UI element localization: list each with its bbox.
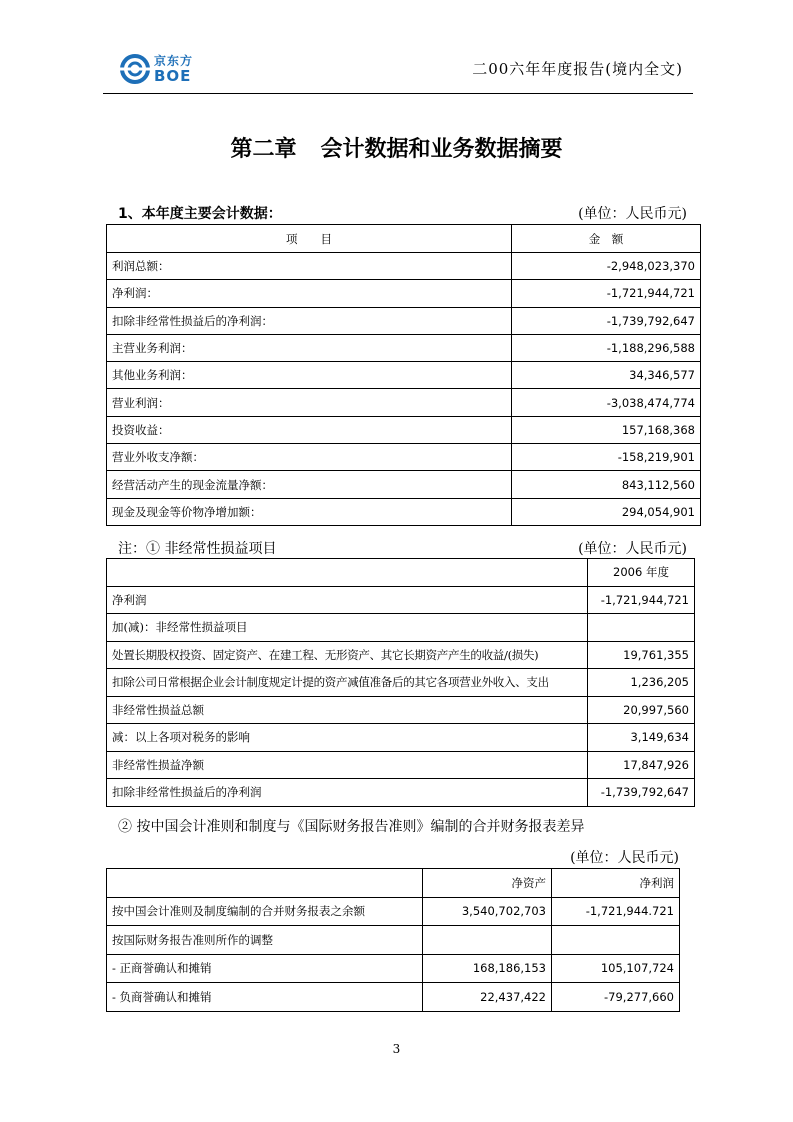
- table-row: [107, 444, 701, 471]
- col-header-net-assets: 净资产: [423, 869, 552, 898]
- main-accounting-data-table: [106, 224, 701, 526]
- table-row: [107, 253, 701, 280]
- logo-text-en: BOE: [154, 67, 192, 85]
- table-row: [107, 779, 695, 807]
- row-net-profit: -1,721,944.721: [552, 897, 680, 926]
- col-header-blank: [107, 559, 588, 587]
- row-label: 净利润：: [107, 280, 512, 307]
- col-header-blank: [107, 869, 423, 898]
- row-label: - 正商誉确认和摊销: [107, 954, 423, 983]
- table-row: [107, 586, 695, 614]
- table-row: [107, 498, 701, 525]
- row-value: -1,721,944,721: [512, 280, 701, 307]
- table-row: [107, 614, 695, 642]
- table-row: [107, 897, 680, 926]
- row-label: 处置长期股权投资、固定资产、在建工程、无形资产、其它长期资产产生的收益/(损失): [107, 641, 588, 669]
- row-value: -1,739,792,647: [588, 779, 695, 807]
- row-net-assets: [423, 926, 552, 955]
- row-label: 营业利润：: [107, 389, 512, 416]
- chapter-number: 第二章: [230, 137, 297, 162]
- row-label: 扣除非经常性损益后的净利润：: [107, 307, 512, 334]
- row-label: - 负商誉确认和摊销: [107, 983, 423, 1012]
- row-label: 利润总额：: [107, 253, 512, 280]
- table-row: [107, 307, 701, 334]
- row-label: 按国际财务报告准则所作的调整: [107, 926, 423, 955]
- header-divider: [103, 93, 693, 94]
- row-value: -3,038,474,774: [512, 389, 701, 416]
- row-value: 294,054,901: [512, 498, 701, 525]
- col-header-amount: 金 额: [512, 225, 701, 253]
- row-label: 主营业务利润：: [107, 334, 512, 361]
- row-net-assets: 168,186,153: [423, 954, 552, 983]
- note2-heading: ② 按中国会计准则和制度与《国际财务报告准则》编制的合并财务报表差异: [118, 819, 585, 835]
- row-net-profit: [552, 926, 680, 955]
- row-label: 非经常性损益总额: [107, 696, 588, 724]
- note1-heading: 注：① 非经常性损益项目: [118, 541, 277, 557]
- row-value: 843,112,560: [512, 471, 701, 498]
- row-value: -2,948,023,370: [512, 253, 701, 280]
- non-recurring-items-table: [106, 558, 695, 807]
- table-header-row: [107, 869, 680, 898]
- table-row: [107, 954, 680, 983]
- table-row: [107, 926, 680, 955]
- table-row: [107, 724, 695, 752]
- col-header-year: 2006 年度: [588, 559, 695, 587]
- table-row: [107, 334, 701, 361]
- row-value: -1,188,296,588: [512, 334, 701, 361]
- table-row: [107, 280, 701, 307]
- row-value: 17,847,926: [588, 751, 695, 779]
- row-value: 157,168,368: [512, 416, 701, 443]
- gaap-ifrs-difference-table: [106, 868, 680, 1012]
- logo-text-cn: 京东方: [154, 54, 194, 68]
- row-value: 19,761,355: [588, 641, 695, 669]
- report-title: 二00六年年度报告(境内全文): [472, 60, 683, 78]
- table-row: [107, 471, 701, 498]
- row-label: 现金及现金等价物净增加额：: [107, 498, 512, 525]
- row-value: 1,236,205: [588, 669, 695, 697]
- note2-unit: (单位：人民币元): [570, 850, 679, 866]
- row-value: 20,997,560: [588, 696, 695, 724]
- boe-logo-icon: [120, 54, 150, 84]
- row-label: 减：以上各项对税务的影响: [107, 724, 588, 752]
- row-label: 营业外收支净额：: [107, 444, 512, 471]
- table-row: [107, 641, 695, 669]
- row-label: 投资收益：: [107, 416, 512, 443]
- row-value: -158,219,901: [512, 444, 701, 471]
- row-label: 按中国会计准则及制度编制的合并财务报表之余额: [107, 897, 423, 926]
- row-value: -1,739,792,647: [512, 307, 701, 334]
- row-net-profit: -79,277,660: [552, 983, 680, 1012]
- col-header-item: 项 目: [107, 225, 512, 253]
- row-label: 其他业务利润：: [107, 362, 512, 389]
- note1-unit: (单位：人民币元): [578, 541, 687, 557]
- row-value: 3,149,634: [588, 724, 695, 752]
- col-header-net-profit: 净利润: [552, 869, 680, 898]
- chapter-heading: [0, 132, 793, 163]
- table-header-row: [107, 225, 701, 253]
- company-logo: [120, 50, 200, 90]
- row-value: -1,721,944,721: [588, 586, 695, 614]
- row-label: 净利润: [107, 586, 588, 614]
- row-label: 非经常性损益净额: [107, 751, 588, 779]
- row-label: 扣除非经常性损益后的净利润: [107, 779, 588, 807]
- table-row: [107, 416, 701, 443]
- chapter-title: 会计数据和业务数据摘要: [320, 137, 563, 162]
- table-row: [107, 751, 695, 779]
- table-row: [107, 362, 701, 389]
- table-header-row: [107, 559, 695, 587]
- row-net-assets: 3,540,702,703: [423, 897, 552, 926]
- page-number: 3: [392, 1042, 401, 1056]
- section1-unit: (单位：人民币元): [578, 206, 687, 222]
- row-value: 34,346,577: [512, 362, 701, 389]
- table-row: [107, 389, 701, 416]
- table-row: [107, 669, 695, 697]
- row-net-profit: 105,107,724: [552, 954, 680, 983]
- section1-heading: 1、本年度主要会计数据：: [118, 206, 282, 222]
- table-row: [107, 983, 680, 1012]
- row-net-assets: 22,437,422: [423, 983, 552, 1012]
- row-label: 扣除公司日常根据企业会计制度规定计提的资产减值准备后的其它各项营业外收入、支出: [107, 669, 588, 697]
- row-label: 经营活动产生的现金流量净额：: [107, 471, 512, 498]
- table-row: [107, 696, 695, 724]
- row-label: 加(减)：非经常性损益项目: [107, 614, 588, 642]
- row-value: [588, 614, 695, 642]
